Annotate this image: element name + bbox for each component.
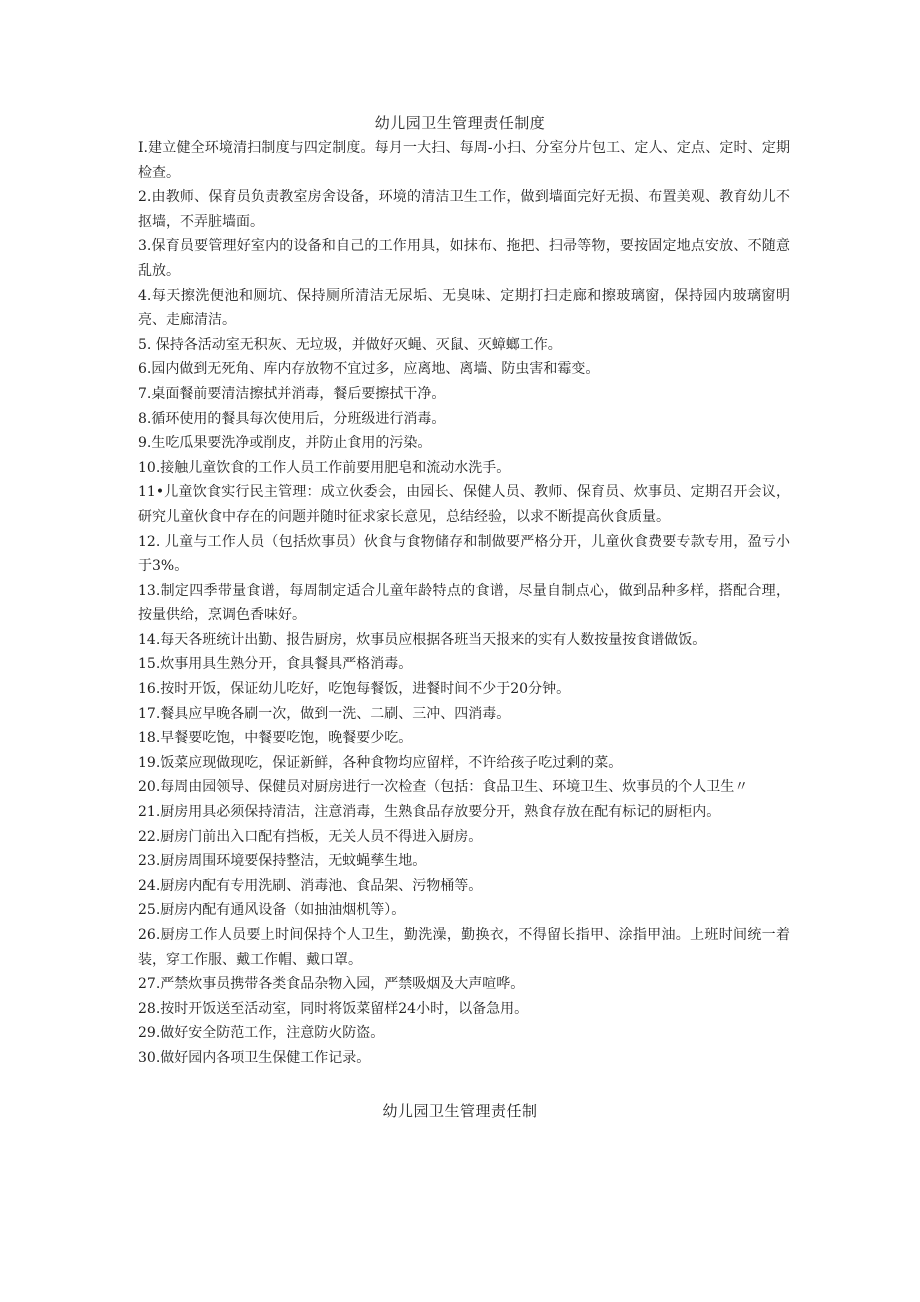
rule-item-2: 2.由教师、保育员负责教室房舍设备，环境的清洁卫生工作，做到墙面完好无损、布置美观、教育幼儿不抠墙，不弄脏墙面。 — [138, 189, 790, 230]
rule-item-30: 30.做好园内各项卫生保健工作记录。 — [138, 1049, 371, 1066]
rule-item-21: 21.厨房用具必须保持清洁，注意消毒，生熟食品存放要分开，熟食存放在配有标记的厨柜内。 — [138, 804, 721, 821]
rule-item-20: 20.每周由园领导、保健员对厨房进行一次检查（包括：食品卫生、环境卫生、炊事员的个人卫生〃 — [138, 779, 749, 796]
rule-item-22: 22.厨房门前出入口配有挡板，无关人员不得进入厨房。 — [138, 828, 483, 845]
rule-item-9: 9.生吃瓜果要洗净或削皮，并防止食用的污染。 — [138, 435, 432, 452]
rule-item-28: 28.按时开饭送至活动室，同时将饭菜留样24小时，以备急用。 — [138, 1000, 529, 1017]
rule-item-19: 19.饭菜应现做现吃，保证新鲜，各种食物均应留样，不许给孩子吃过剩的菜。 — [138, 754, 623, 771]
rule-item-15: 15.炊事用具生熟分开，食具餐具严格消毒。 — [138, 656, 413, 673]
rule-item-18: 18.早餐要吃饱，中餐要吃饱，晚餐要少吃。 — [138, 730, 413, 747]
rules-list — [138, 136, 790, 1071]
rule-item-1: I.建立健全环境清扫制度与四定制度。每月一大扫、每周-小扫、分室分片包工、定人、定点、定时、定期检查。 — [138, 140, 790, 181]
rule-item-24: 24.厨房内配有专用洗刷、消毒池、食品架、污物桶等。 — [138, 877, 483, 894]
rule-item-26: 26.厨房工作人员要上时间保持个人卫生，勤洗澡，勤换衣，不得留长指甲、涂指甲油。上班时间统一着装，穿工作服、戴工作帽、戴口罩。 — [138, 927, 790, 968]
rule-item-8: 8.循环使用的餐具每次使用后，分班级进行消毒。 — [138, 410, 446, 427]
rule-item-25: 25.厨房内配有通风设备（如抽油烟机等）。 — [138, 902, 406, 919]
rule-item-27: 27.严禁炊事员携带各类食品杂物入园，严禁吸烟及大声喧哗。 — [138, 976, 525, 993]
rule-item-3: 3.保育员要管理好室内的设备和自己的工作用具，如抹布、拖把、扫帚等物，要按固定地点安放、不随意乱放。 — [138, 238, 790, 279]
rule-item-4: 4.每天擦洗便池和厕坑、保持厕所清洁无尿垢、无臭味、定期打扫走廊和擦玻璃窗，保持园内玻璃窗明亮、走廊清洁。 — [138, 287, 790, 329]
rule-item-12: 12. 儿童与工作人员（包括炊事员）伙食与食物储存和制做要严格分开，儿童伙食费要专款专用，盈亏小于3%。 — [138, 533, 790, 575]
rule-item-10: 10.接触儿童饮食的工作人员工作前要用肥皂和流动水洗手。 — [138, 459, 511, 476]
document-title: 幼儿园卫生管理责任制度 — [374, 114, 546, 132]
rule-item-7: 7.桌面餐前要清洁擦拭并消毒，餐后要擦拭干净。 — [138, 385, 446, 402]
rule-item-16: 16.按时开饭，保证幼儿吃好，吃饱每餐饭，进餐时间不少于20分钟。 — [138, 681, 571, 698]
rule-item-14: 14.每天各班统计出勤、报告厨房，炊事员应根据各班当天报来的实有人数按量按食谱做饭。 — [138, 631, 707, 648]
rule-item-23: 23.厨房周围环境要保持整洁，无蚊蝇孳生地。 — [138, 853, 427, 870]
rule-item-29: 29.做好安全防范工作，注意防火防盗。 — [138, 1025, 385, 1042]
footer-title: 幼儿园卫生管理责任制 — [382, 1102, 538, 1120]
rule-item-13: 13.制定四季带量食谱，每周制定适合儿童年龄特点的食谱，尽量自制点心，做到品种多样，搭配合理，按量供给，烹调色香味好。 — [138, 582, 790, 624]
rule-item-5: 5. 保持各活动室无积灰、无垃圾，并做好灭蝇、灭鼠、灭蟑螂工作。 — [138, 336, 562, 353]
rule-item-17: 17.餐具应早晚各刷一次，做到一洗、二刷、三冲、四消毒。 — [138, 705, 511, 722]
rule-item-11: 11•儿童饮食实行民主管理：成立伙委会，由园长、保健人员、教师、保育员、炊事员、定期召开会议，研究儿童伙食中存在的问题并随时征求家长意见，总结经验，以求不断提高伙食质量。 — [138, 484, 790, 525]
rule-item-6: 6.园内做到无死角、库内存放物不宜过多，应离地、离墙、防虫害和霉变。 — [138, 361, 600, 378]
